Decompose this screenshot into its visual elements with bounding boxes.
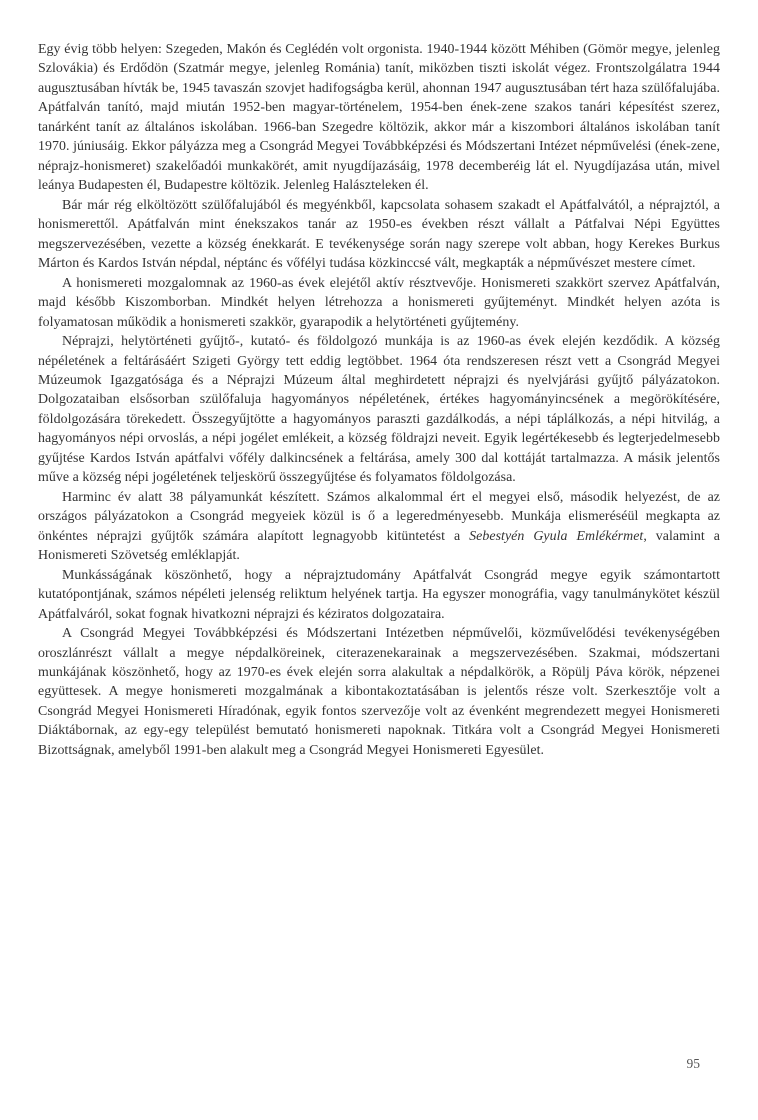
paragraph: Egy évig több helyen: Szegeden, Makón és Ceglédén volt orgonista. 1940-1944 között Méhiben (Gömör megye, jelenleg Szlovákia) és Erdődön (Szatmár megye, jelenleg Románia) tanít, miközben tiszti iskolát végez. Frontszolgálatra 1944 augusztusában hívták be, 1945 tavaszán szovjet hadifogságba kerül, ahonnan 1947 augusztusában tért haza szülőfalujába. Apátfalván tanító, majd miután 1952-ben magyar-történelem, 1954-ben ének-zene szakos tanári képesítést szerez, tanárként tanít az általános iskolában. 1966-ban Szegedre költözik, akkor már a kiszombori általános iskolában tanít 1970. júniusáig. Ekkor pályázza meg a Csongrád Megyei Továbbképzési és Módszertani Intézet népművelési (ének-zene, néprajz-honismeret) szakelőadói munkakörét, amit nyugdíjazásáig, 1978 decemberéig lát el. Nyugdíjazása után, mivel leánya Budapesten él, Budapestre költözik. Jelenleg Halászteleken él. — [38, 42, 720, 194]
paragraph: Néprajzi, helytörténeti gyűjtő-, kutató- és földolgozó munkája is az 1960-as évek elején kezdődik. A község népéletének a feltárásáért Szigeti György tett eddig legtöbbet. 1964 óta rendszeresen részt vett a Csongrád Megyei Múzeumok Igazgatósága és a Néprajzi Múzeum által meghirdetett néprajzi és nyelvjárási gyűjtő pályázatokon. Dolgozataiban elsősorban szülőfaluja hagyományos népéletének, értékes hagyományincsének a megörökítésére, földolgozására törekedett. Összegyűjtötte a hagyományos paraszti gazdálkodás, a népi táplálkozás, a népi hitvilág, a hagyományos népi orvoslás, a népi jogélet emlékeit, a község földrajzi neveit. Egyik legértékesebb és legterjedelmesebb gyűjtése Kardos István apátfalvi vőfély dalkincsének a feltárása, amely 300 dal kottáját tartalmazza. A másik jelentős műve a község népi jogéletének teljeskörű összegyűjtése és folyamatos földolgozása. — [38, 334, 720, 486]
paragraph: Harminc év alatt 38 pályamunkát készített. Számos alkalommal ért el megyei első, második helyezést, de az országos pályázatokon a Csongrád megyeiek közül is ő a legeredményesebb. Munkája elismeréséül megkapta az önkéntes néprajzi gyűjtők számára alapított legnagyobb kitüntetést a Sebestyén Gyula Emlékérmet, valamint a Honismereti Szövetség emléklapját. — [38, 489, 720, 564]
body-text — [38, 40, 720, 760]
page-number: 95 — [686, 1056, 700, 1071]
paragraph: Munkásságának köszönhető, hogy a néprajztudomány Apátfalvát Csongrád megye egyik számontartott kutatópontjának, számos népéleti jelenség reliktum helyének tartja. Ha egyszer monográfia, vagy tanulmánykötet készül Apátfalváról, sokat fognak hivatkozni néprajzi és kéziratos dolgozataira. — [38, 567, 720, 622]
paragraph: Bár már rég elköltözött szülőfalujából és megyénkből, kapcsolata sohasem szakadt el Apátfalvától, a néprajztól, a honismerettől. Apátfalván mint énekszakos tanár az 1950-es években részt vállalt a Pátfalvai Népi Együttes megszervezésében, vezette a község énekkarát. E tevékenysége során nagy szerepe volt abban, hogy Kerekes Burkus Márton és Kardos István népdal, néptánc és vőfélyi tudása közkinccsé vált, megkapták a népművészet mestere címet. — [38, 197, 720, 272]
paragraph: A honismereti mozgalomnak az 1960-as évek elejétől aktív résztvevője. Honismereti szakkört szervez Apátfalván, majd később Kiszomborban. Mindkét helyen létrehozza a honismereti gyűjteményt. Mindkét helyen azóta is folyamatosan működik a honismereti szakkör, gyarapodik a helytörténeti gyűjtemény. — [38, 275, 720, 330]
paragraph: A Csongrád Megyei Továbbképzési és Módszertani Intézetben népművelői, közművelődési tevékenységében oroszlánrészt vállalt a megye népdalköreinek, citerazenekarainak a megszervezésében. Szakmai, módszertani munkájának köszönhető, hogy az 1970-es évek elején sorra alakultak a népdalkörök, a Röpülj Páva körök, népzenei együttesek. A megye honismereti mozgalmának a kibontakoztatásában is jelentős része volt. Szerkesztője volt a Csongrád Megyei Honismereti Híradónak, egyik fontos szervezője volt az évenként megrendezett megyei Honismereti Diáktábornak, az egy-egy települést bemutató honismereti napoknak. Titkára volt a Csongrád Megyei Honismereti Bizottságnak, amelyből 1991-ben alakult meg a Csongrád Megyei Honismereti Egyesület. — [38, 626, 720, 758]
